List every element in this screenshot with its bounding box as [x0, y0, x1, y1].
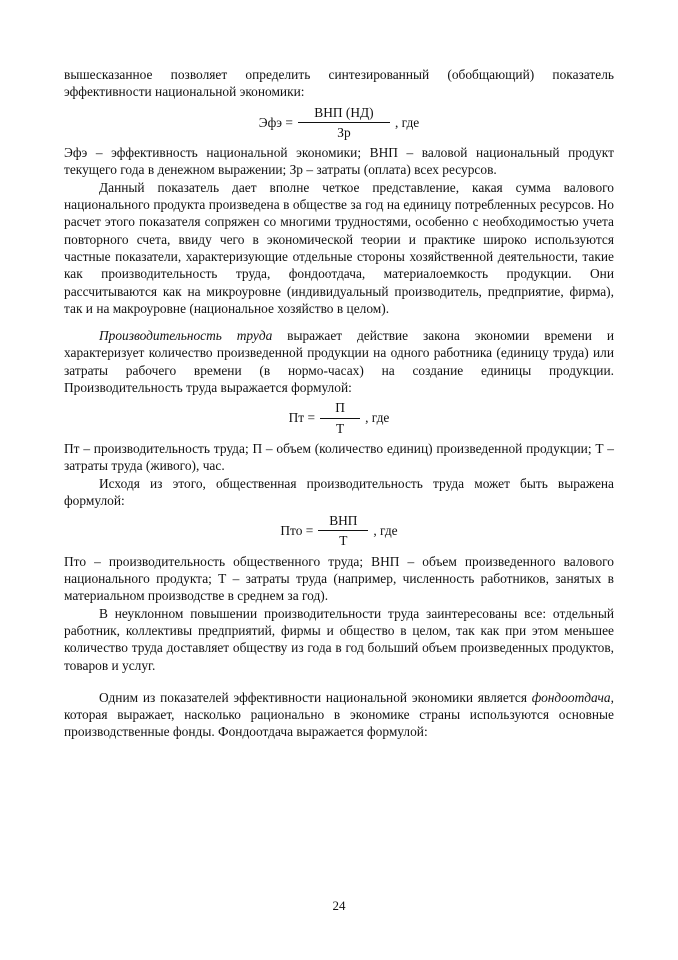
fraction: [298, 103, 390, 143]
denominator: Т: [339, 533, 348, 549]
page-body: [64, 66, 614, 741]
formula-tail: , где: [365, 410, 390, 426]
paragraph: Пт – производительность труда; П – объем (количество единиц) произведенной продукции; Т – затраты труда (живого), час.: [64, 440, 614, 474]
page-number: 24: [332, 898, 346, 913]
formula-tail: , где: [394, 114, 420, 130]
paragraph: Исходя из этого, общественная производительность труда может быть выражена формулой:: [64, 475, 614, 508]
numerator: ВНП: [329, 513, 358, 529]
paragraph: Данный показатель дает вполне четкое представление, какая сумма валового национального продукта произведена в обществе за год на единицу потребленных ресурсов. Но расчет этого показателя сопряжен со многими трудностями, особенно с необходимостью учета повторного счета, ввиду чего в экономической теории и практике широко используются частные показатели, характеризующие отдельные стороны хозяйственной деятельности, такие как производительность труда, фондоотдача, материалоемкость продукции. Они рассчитываются как на микроуровне (индивидуальный производитель, предприятие, фирма), так и на макроуровне (национальное хозяйство в целом).: [64, 179, 614, 316]
paragraph-text: Одним из показателей эффективности национальной экономики является: [99, 689, 532, 705]
italic-term: Производительность труда: [99, 328, 273, 344]
formula-lhs: Эфэ =: [258, 114, 293, 130]
paragraph-text: , которая выражает, насколько рационально в экономике страны используются основные производственные фонды. Фондоотдача выражается формулой:: [64, 689, 614, 740]
paragraph: [64, 689, 614, 741]
formula-tail: , где: [373, 523, 398, 539]
formula-social-productivity: [64, 511, 614, 551]
fraction: [318, 511, 368, 551]
formula-national-efficiency: [64, 103, 614, 143]
paragraph-text: выражает действие закона экономии времени и характеризует количество произведенной продукции на одного работника (единицу труда) или затраты рабочего времени (в нормо-часах) на создание единицы продукции. Производительность труда выражается формулой:: [64, 328, 614, 396]
denominator: Т: [335, 420, 345, 436]
paragraph: Пто – производительность общественного труда; ВНП – объем произведенного валового национального продукта; Т – затраты труда (например, численность работников, занятых в материальном производстве в среднем за год).: [64, 553, 614, 604]
italic-term: фондоотдача: [531, 689, 611, 705]
formula-labor-productivity: [64, 398, 614, 438]
numerator: ВНП (НД): [314, 104, 374, 120]
formula-lhs: Пто =: [280, 523, 314, 539]
denominator: Зр: [337, 124, 351, 140]
paragraph: вышесказанное позволяет определить синтезированный (обобщающий) показатель эффективности национальной экономики:: [64, 67, 614, 100]
paragraph: Эфэ – эффективность национальной экономики; ВНП – валовой национальный продукт текущего года в денежном выражении; Зр – затраты (оплата) всех ресурсов.: [64, 145, 614, 178]
numerator: П: [335, 400, 345, 416]
fraction: [320, 398, 360, 438]
formula-lhs: Пт =: [288, 410, 316, 426]
paragraph: В неуклонном повышении производительности труда заинтересованы все: отдельный работник, коллективы предприятий, фирмы и общество в целом, так как при этом меньшее количество труда доставляет обществу из года в год больший объем произведенных продуктов, товаров и услуг.: [64, 605, 614, 673]
paragraph: [64, 327, 614, 396]
